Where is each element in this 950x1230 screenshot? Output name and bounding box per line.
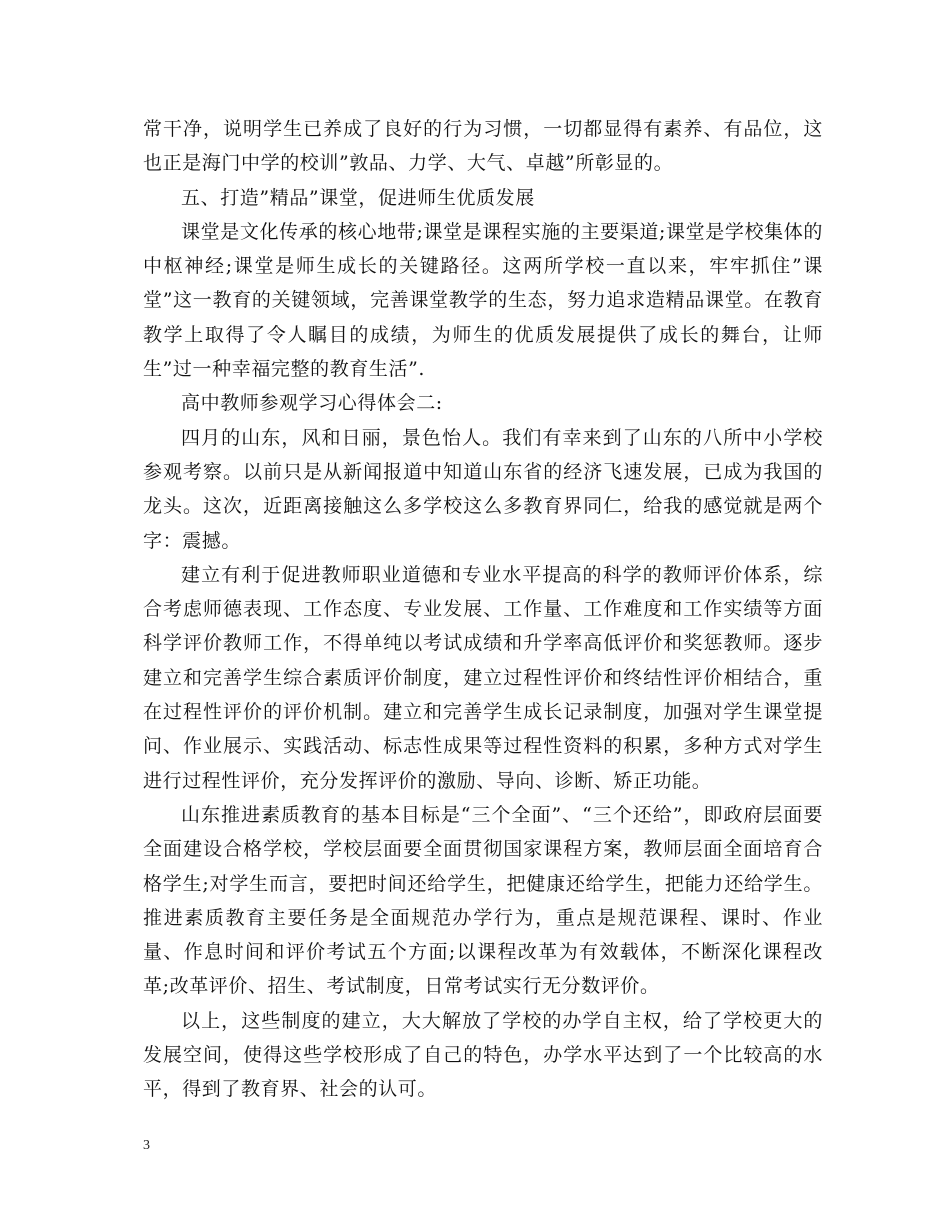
paragraph: 建立有利于促进教师职业道德和专业水平提高的科学的教师评价体系，综合考虑师德表现、工作态度、专业发展、工作量、工作难度和工作实绩等方面科学评价教师工作，不得单纯以考试成绩和升学率高低评价和奖惩教师。逐步建立和完善学生综合素质评价制度，建立过程性评价和终结性评价相结合，重在过程性评价的评价机制。建立和完善学生成长记录制度，加强对学生课堂提问、作业展示、实践活动、标志性成果等过程性资料的积累，多种方式对学生进行过程性评价，充分发挥评价的激励、导向、诊断、矫正功能。 (143, 563, 823, 792)
paragraph-continuation: 常干净，说明学生已养成了良好的行为习惯，一切都显得有素养、有品位，这也正是海门中学的校训”敦品、力学、大气、卓越”所彰显的。 (143, 118, 823, 175)
section-heading: 高中教师参观学习心得体会二: (181, 392, 443, 415)
section-heading: 五、打造”精品”课堂，促进师生优质发展 (181, 186, 535, 209)
paragraph: 以上，这些制度的建立，大大解放了学校的办学自主权，给了学校更大的发展空间，使得这些学校形成了自己的特色，办学水平达到了一个比较高的水平，得到了教育界、社会的认可。 (143, 1009, 823, 1101)
paragraph: 课堂是文化传承的核心地带;课堂是课程实施的主要渠道;课堂是学校集体的中枢神经;课堂是师生成长的关键路径。这两所学校一直以来，牢牢抓住”课堂”这一教育的关键领域，完善课堂教学的生态，努力追求造精品课堂。在教育教学上取得了令人瞩目的成绩，为师生的优质发展提供了成长的舞台，让师生”过一种幸福完整的教育生活”. (143, 220, 823, 381)
paragraph: 四月的山东，风和日丽，景色怡人。我们有幸来到了山东的八所中小学校参观考察。以前只是从新闻报道中知道山东省的经济飞速发展，已成为我国的龙头。这次，近距离接触这么多学校这么多教育界同仁，给我的感觉就是两个字：震撼。 (143, 426, 823, 552)
paragraph: 山东推进素质教育的基本目标是“三个全面”、“三个还给”，即政府层面要全面建设合格学校，学校层面要全面贯彻国家课程方案，教师层面全面培育合格学生;对学生而言，要把时间还给学生，把健康还给学生，把能力还给学生。推进素质教育主要任务是全面规范办学行为，重点是规范课程、课时、作业量、作息时间和评价考试五个方面;以课程改革为有效载体，不断深化课程改革;改革评价、招生、考试制度，日常考试实行无分数评价。 (143, 803, 823, 998)
page-number: 3 (143, 1138, 150, 1153)
document-body (143, 112, 823, 1107)
